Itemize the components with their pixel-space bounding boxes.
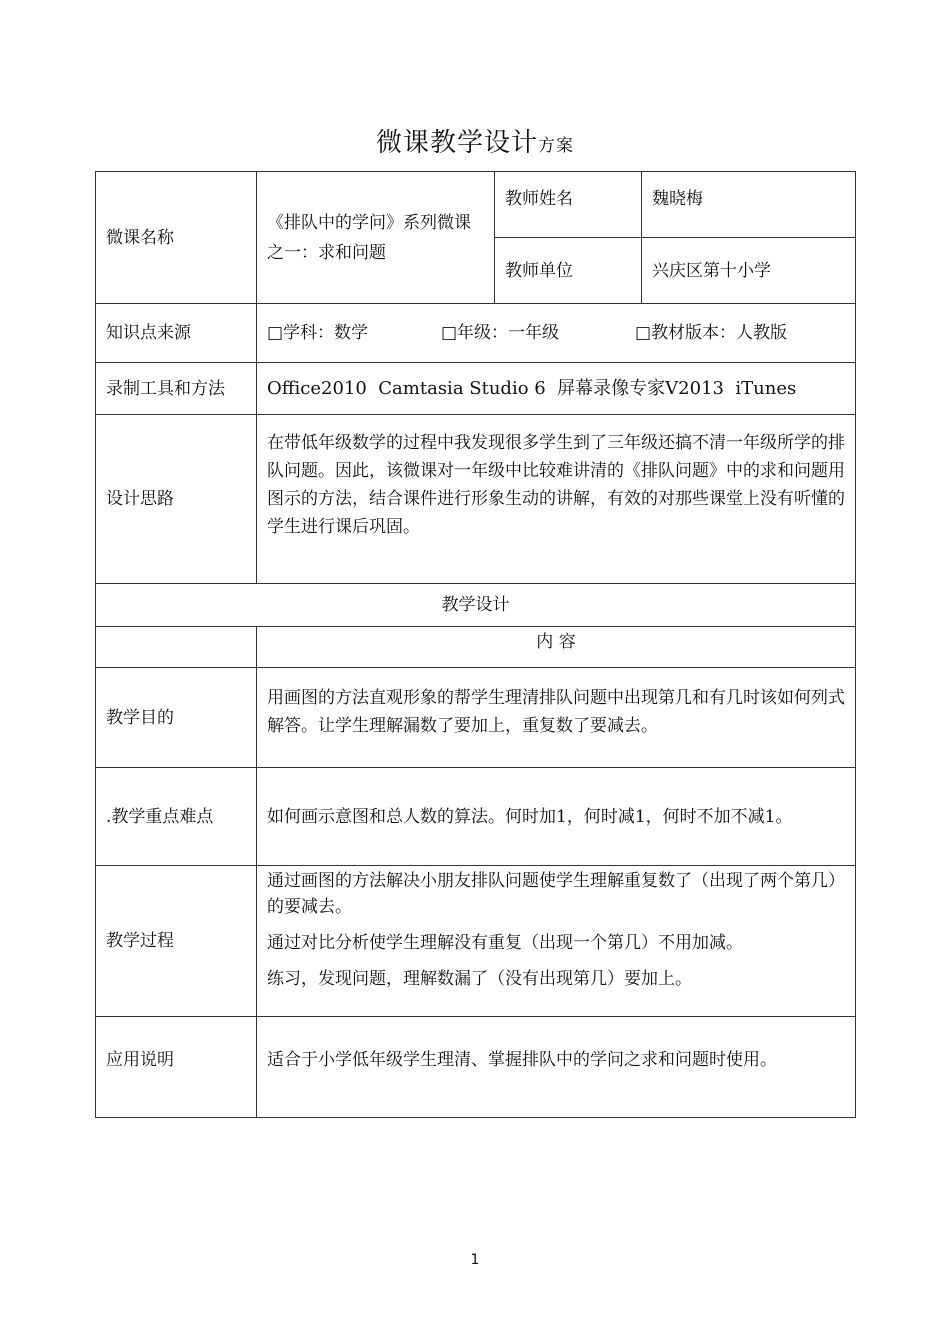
- tools-row: [96, 363, 856, 415]
- goal-label: 教学目的: [96, 668, 257, 768]
- course-name-value: 《排队中的学问》系列微课之一：求和问题: [257, 172, 495, 304]
- title-suffix: 方案: [538, 136, 574, 156]
- design-idea-value: 在带低年级数学的过程中我发现很多学生到了三年级还搞不清一年级所学的排队问题。因此，该微课对一年级中比较难讲清的《排队问题》中的求和问题用图示的方法，结合课件进行形象生动的讲解，有效的对那些课堂上没有听懂的学生进行课后巩固。: [257, 415, 856, 584]
- subject-checkbox: □学科：数学: [267, 323, 369, 343]
- process-value: [257, 866, 856, 1017]
- design-table: [95, 171, 856, 1118]
- document-title: [0, 122, 950, 159]
- tools-label: 录制工具和方法: [96, 363, 257, 415]
- section-header-row: [96, 584, 856, 627]
- process-paragraph-1: 通过画图的方法解决小朋友排队问题使学生理解重复数了（出现了两个第几）的要减去。: [267, 871, 845, 917]
- usage-value: 适合于小学低年级学生理清、掌握排队中的学问之求和问题时使用。: [257, 1017, 856, 1118]
- teacher-unit-value: 兴庆区第十小学: [642, 238, 856, 304]
- edition-checkbox: □教材版本：人教版: [635, 323, 788, 343]
- knowledge-source-label: 知识点来源: [96, 304, 257, 363]
- goal-value: 用画图的方法直观形象的帮学生理清排队问题中出现第几和有几时该如何列式解答。让学生理解漏数了要加上，重复数了要减去。: [257, 668, 856, 768]
- grade-checkbox: □年级：一年级: [441, 323, 560, 343]
- course-name-row: [96, 172, 856, 238]
- tools-value: Office2010 Camtasia Studio 6 屏幕录像专家V2013 iTunes: [257, 363, 856, 415]
- content-header-row: [96, 627, 856, 668]
- section-header: 教学设计: [96, 584, 856, 627]
- process-label: 教学过程: [96, 866, 257, 1017]
- page-number: 1: [470, 1252, 480, 1268]
- usage-label: 应用说明: [96, 1017, 257, 1118]
- key-points-label: .教学重点难点: [96, 768, 257, 866]
- process-paragraph-3: 练习，发现问题，理解数漏了（没有出现第几）要加上。: [267, 969, 692, 989]
- key-points-value: 如何画示意图和总人数的算法。何时加1，何时减1，何时不加不减1。: [257, 768, 856, 866]
- content-header-blank: [96, 627, 257, 668]
- process-paragraph-2: 通过对比分析使学生理解没有重复（出现一个第几）不用加减。: [267, 933, 743, 953]
- title-main: 微课教学设计: [375, 128, 538, 158]
- key-points-row: [96, 768, 856, 866]
- design-idea-row: [96, 415, 856, 584]
- knowledge-source-row: [96, 304, 856, 363]
- knowledge-source-value: [257, 304, 856, 363]
- design-idea-label: 设计思路: [96, 415, 257, 584]
- teacher-unit-label: 教师单位: [495, 238, 642, 304]
- process-row: [96, 866, 856, 1017]
- teacher-name-label: 教师姓名: [495, 172, 642, 238]
- usage-row: [96, 1017, 856, 1118]
- content-header: 内 容: [257, 627, 856, 668]
- teacher-name-value: 魏晓梅: [642, 172, 856, 238]
- course-name-label: 微课名称: [96, 172, 257, 304]
- goal-row: [96, 668, 856, 768]
